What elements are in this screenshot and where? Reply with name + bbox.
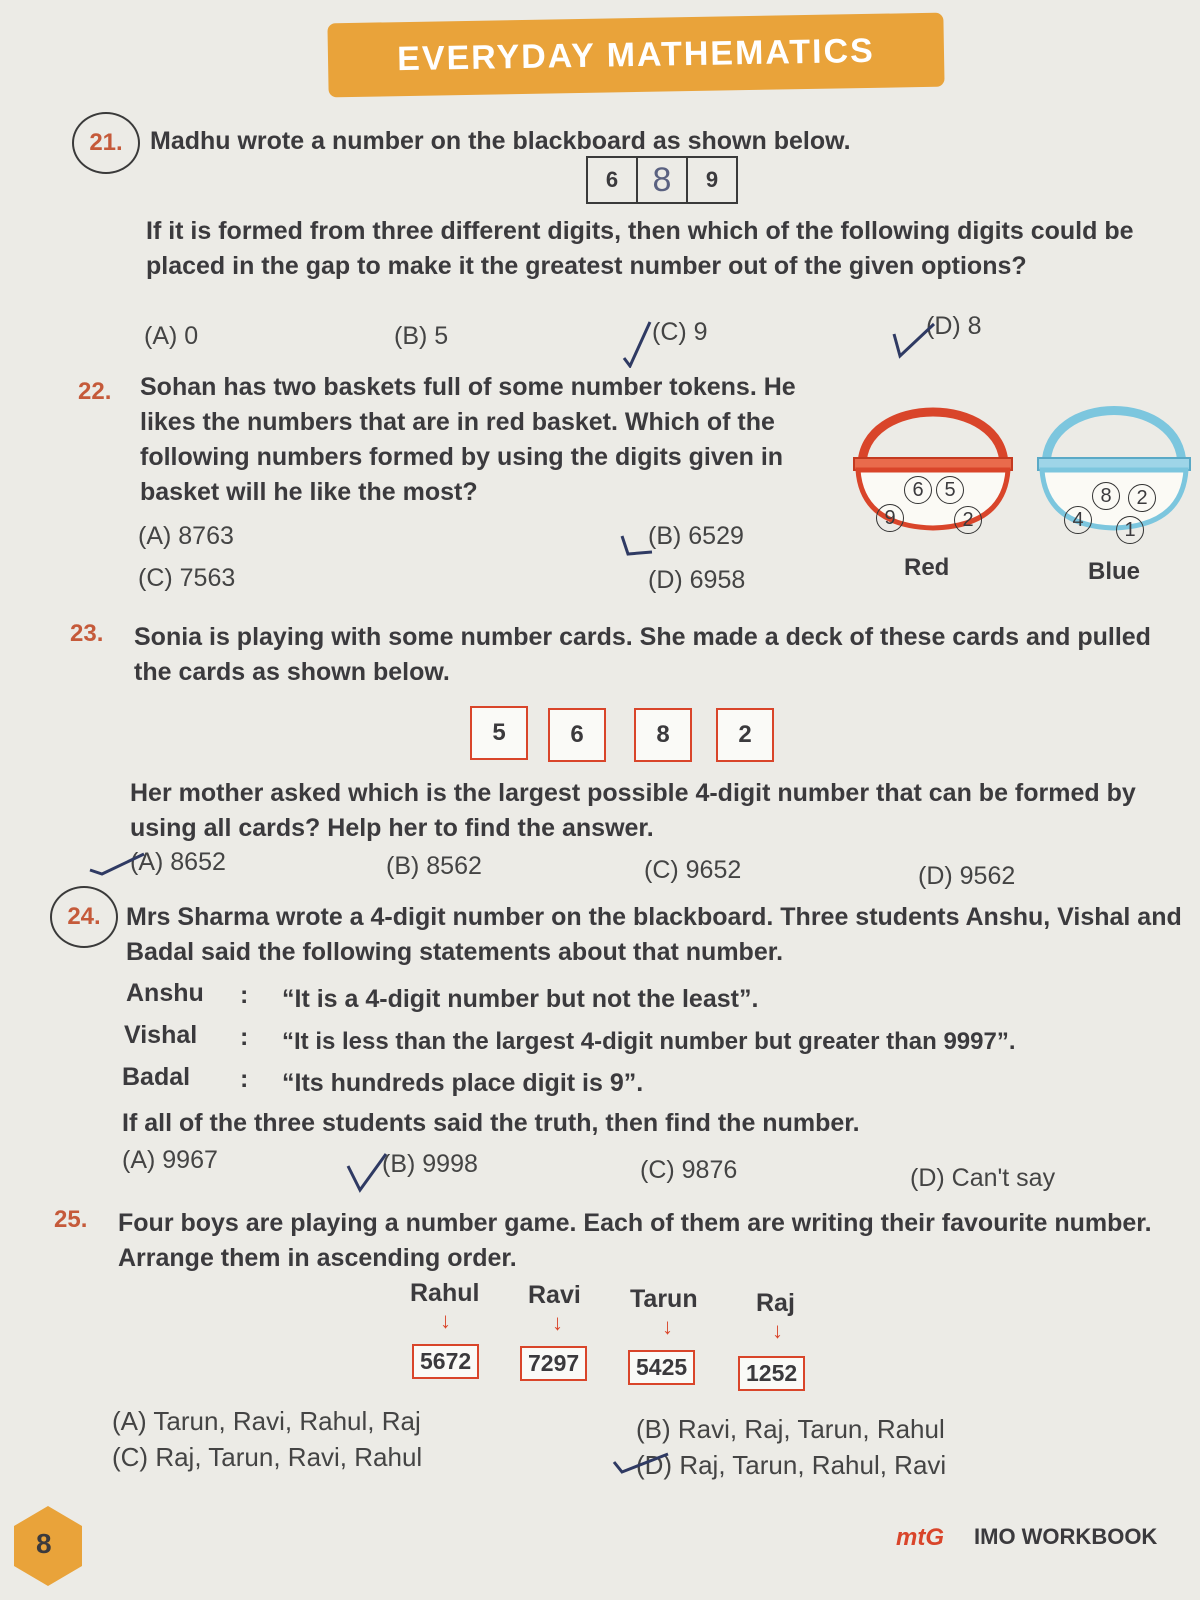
q21-option-b: (B) 5 xyxy=(394,322,449,350)
q23-text: Sonia is playing with some number cards. She made a deck of these cards and pulled the cards as shown below. xyxy=(134,623,1151,686)
q22-option-a: (A) 8763 xyxy=(138,522,234,550)
red-basket-label: Red xyxy=(904,554,950,581)
q24-badal-name: Badal xyxy=(122,1063,191,1091)
boy-number-raj: 1252 xyxy=(738,1356,805,1391)
q21-digit-box xyxy=(586,156,738,204)
section-title: EVERYDAY MATHEMATICS xyxy=(396,31,876,78)
q25-number: 25. xyxy=(54,1206,88,1233)
q22-option-b: (B) 6529 xyxy=(648,522,744,550)
q23-card-1: 5 xyxy=(470,706,528,760)
red-token-3: 9 xyxy=(876,504,904,532)
q24-body: If all of the three students said the truth, then find the number. xyxy=(122,1109,860,1137)
boy-number-rahul: 5672 xyxy=(412,1344,479,1379)
blue-token-2: 2 xyxy=(1128,484,1156,512)
q25-check-mark-icon xyxy=(612,1448,672,1478)
boy-number-ravi: 7297 xyxy=(520,1346,587,1381)
section-banner xyxy=(327,13,944,98)
q24-number: 24. xyxy=(67,903,101,930)
q24-anshu-sep: : xyxy=(240,981,249,1009)
q21-number-circle xyxy=(72,112,140,174)
q23-body: Her mother asked which is the largest possible 4-digit number that can be formed by using all cards? Help her to find the answer. xyxy=(130,779,1136,842)
boy-number-tarun: 5425 xyxy=(628,1350,695,1385)
red-basket-icon xyxy=(848,374,1018,534)
page-number: 8 xyxy=(36,1528,52,1559)
q21-text: Madhu wrote a number on the blackboard as shown below. xyxy=(150,127,851,155)
arrow-down-icon: ↓ xyxy=(440,1308,451,1333)
q21-option-d: (D) 8 xyxy=(926,312,982,340)
q21-check-mark-icon xyxy=(890,318,940,362)
arrow-down-icon: ↓ xyxy=(662,1314,673,1339)
q24-check-mark-icon xyxy=(346,1150,390,1194)
q24-vishal-name: Vishal xyxy=(124,1021,198,1049)
q21-option-a: (A) 0 xyxy=(144,322,199,350)
blue-token-3: 4 xyxy=(1064,506,1092,534)
blue-basket-icon xyxy=(1034,374,1194,534)
q23-option-d: (D) 9562 xyxy=(918,862,1016,890)
q21-digit-1: 6 xyxy=(588,158,638,202)
blue-basket-label: Blue xyxy=(1088,558,1141,585)
q23-option-b: (B) 8562 xyxy=(386,852,482,880)
q24-option-d: (D) Can't say xyxy=(910,1164,1056,1192)
q21-number: 21. xyxy=(89,129,123,156)
q21-digit-3: 9 xyxy=(705,167,719,192)
q22-option-d: (D) 6958 xyxy=(648,566,746,594)
red-token-4: 2 xyxy=(954,506,982,534)
q23-option-c: (C) 9652 xyxy=(644,856,742,884)
q24-badal-quote: “Its hundreds place digit is 9”. xyxy=(282,1069,644,1097)
boy-name-ravi: Ravi xyxy=(528,1281,581,1309)
q24-option-c: (C) 9876 xyxy=(640,1156,738,1184)
q21-option-c: (C) 9 xyxy=(652,318,708,346)
q25-text: Four boys are playing a number game. Each of them are writing their favourite number. Arrange them in ascending order. xyxy=(118,1209,1152,1272)
q24-number-circle xyxy=(50,886,118,948)
q24-option-a: (A) 9967 xyxy=(122,1146,218,1174)
q22-text: Sohan has two baskets full of some number tokens. He likes the numbers that are in red basket. Which of the following numbers formed by using the digits given in basket will he like the most? xyxy=(140,373,796,506)
q21-digit-handwritten: 8 xyxy=(638,158,688,202)
q23-number: 23. xyxy=(70,620,104,647)
q22-option-c: (C) 7563 xyxy=(138,564,236,592)
q25-option-a: (A) Tarun, Ravi, Rahul, Raj xyxy=(112,1406,421,1436)
q21-cross-mark-icon xyxy=(620,318,660,368)
q24-anshu-quote: “It is a 4-digit number but not the least”. xyxy=(282,985,759,1013)
red-token-2: 5 xyxy=(936,476,964,504)
blue-token-4: 1 xyxy=(1116,516,1144,544)
blue-token-1: 8 xyxy=(1092,482,1120,510)
q24-vishal-sep: : xyxy=(240,1023,249,1051)
q23-card-2: 6 xyxy=(548,708,606,762)
q24-vishal-quote: “It is less than the largest 4-digit number but greater than 9997”. xyxy=(282,1028,1016,1055)
q24-anshu-name: Anshu xyxy=(126,979,204,1007)
q23-check-mark-icon xyxy=(88,850,148,880)
q25-option-b: (B) Ravi, Raj, Tarun, Rahul xyxy=(636,1414,945,1444)
q24-badal-sep: : xyxy=(240,1065,249,1093)
boy-name-rahul: Rahul xyxy=(410,1279,480,1307)
arrow-down-icon: ↓ xyxy=(772,1318,783,1343)
q23-card-4: 2 xyxy=(716,708,774,762)
q23-card-3: 8 xyxy=(634,708,692,762)
arrow-down-icon: ↓ xyxy=(552,1310,563,1335)
q25-option-d: (D) Raj, Tarun, Rahul, Ravi xyxy=(636,1450,947,1480)
q24-text: Mrs Sharma wrote a 4-digit number on the blackboard. Three students Anshu, Vishal and Badal said the following statements about that number. xyxy=(126,903,1182,966)
brand-title: IMO WORKBOOK xyxy=(974,1524,1158,1549)
q25-option-c: (C) Raj, Tarun, Ravi, Rahul xyxy=(112,1442,423,1472)
q23-option-a: (A) 8652 xyxy=(130,848,226,876)
red-token-1: 6 xyxy=(904,476,932,504)
boy-name-tarun: Tarun xyxy=(630,1285,698,1313)
boy-name-raj: Raj xyxy=(756,1289,795,1317)
q24-option-b: (B) 9998 xyxy=(382,1150,478,1178)
q22-check-mark-icon xyxy=(620,530,654,560)
brand-logo: mtG xyxy=(896,1524,944,1551)
q21-body: If it is formed from three different digits, then which of the following digits could be placed in the gap to make it the greatest number out of the given options? xyxy=(146,217,1134,280)
q22-number: 22. xyxy=(78,378,112,405)
